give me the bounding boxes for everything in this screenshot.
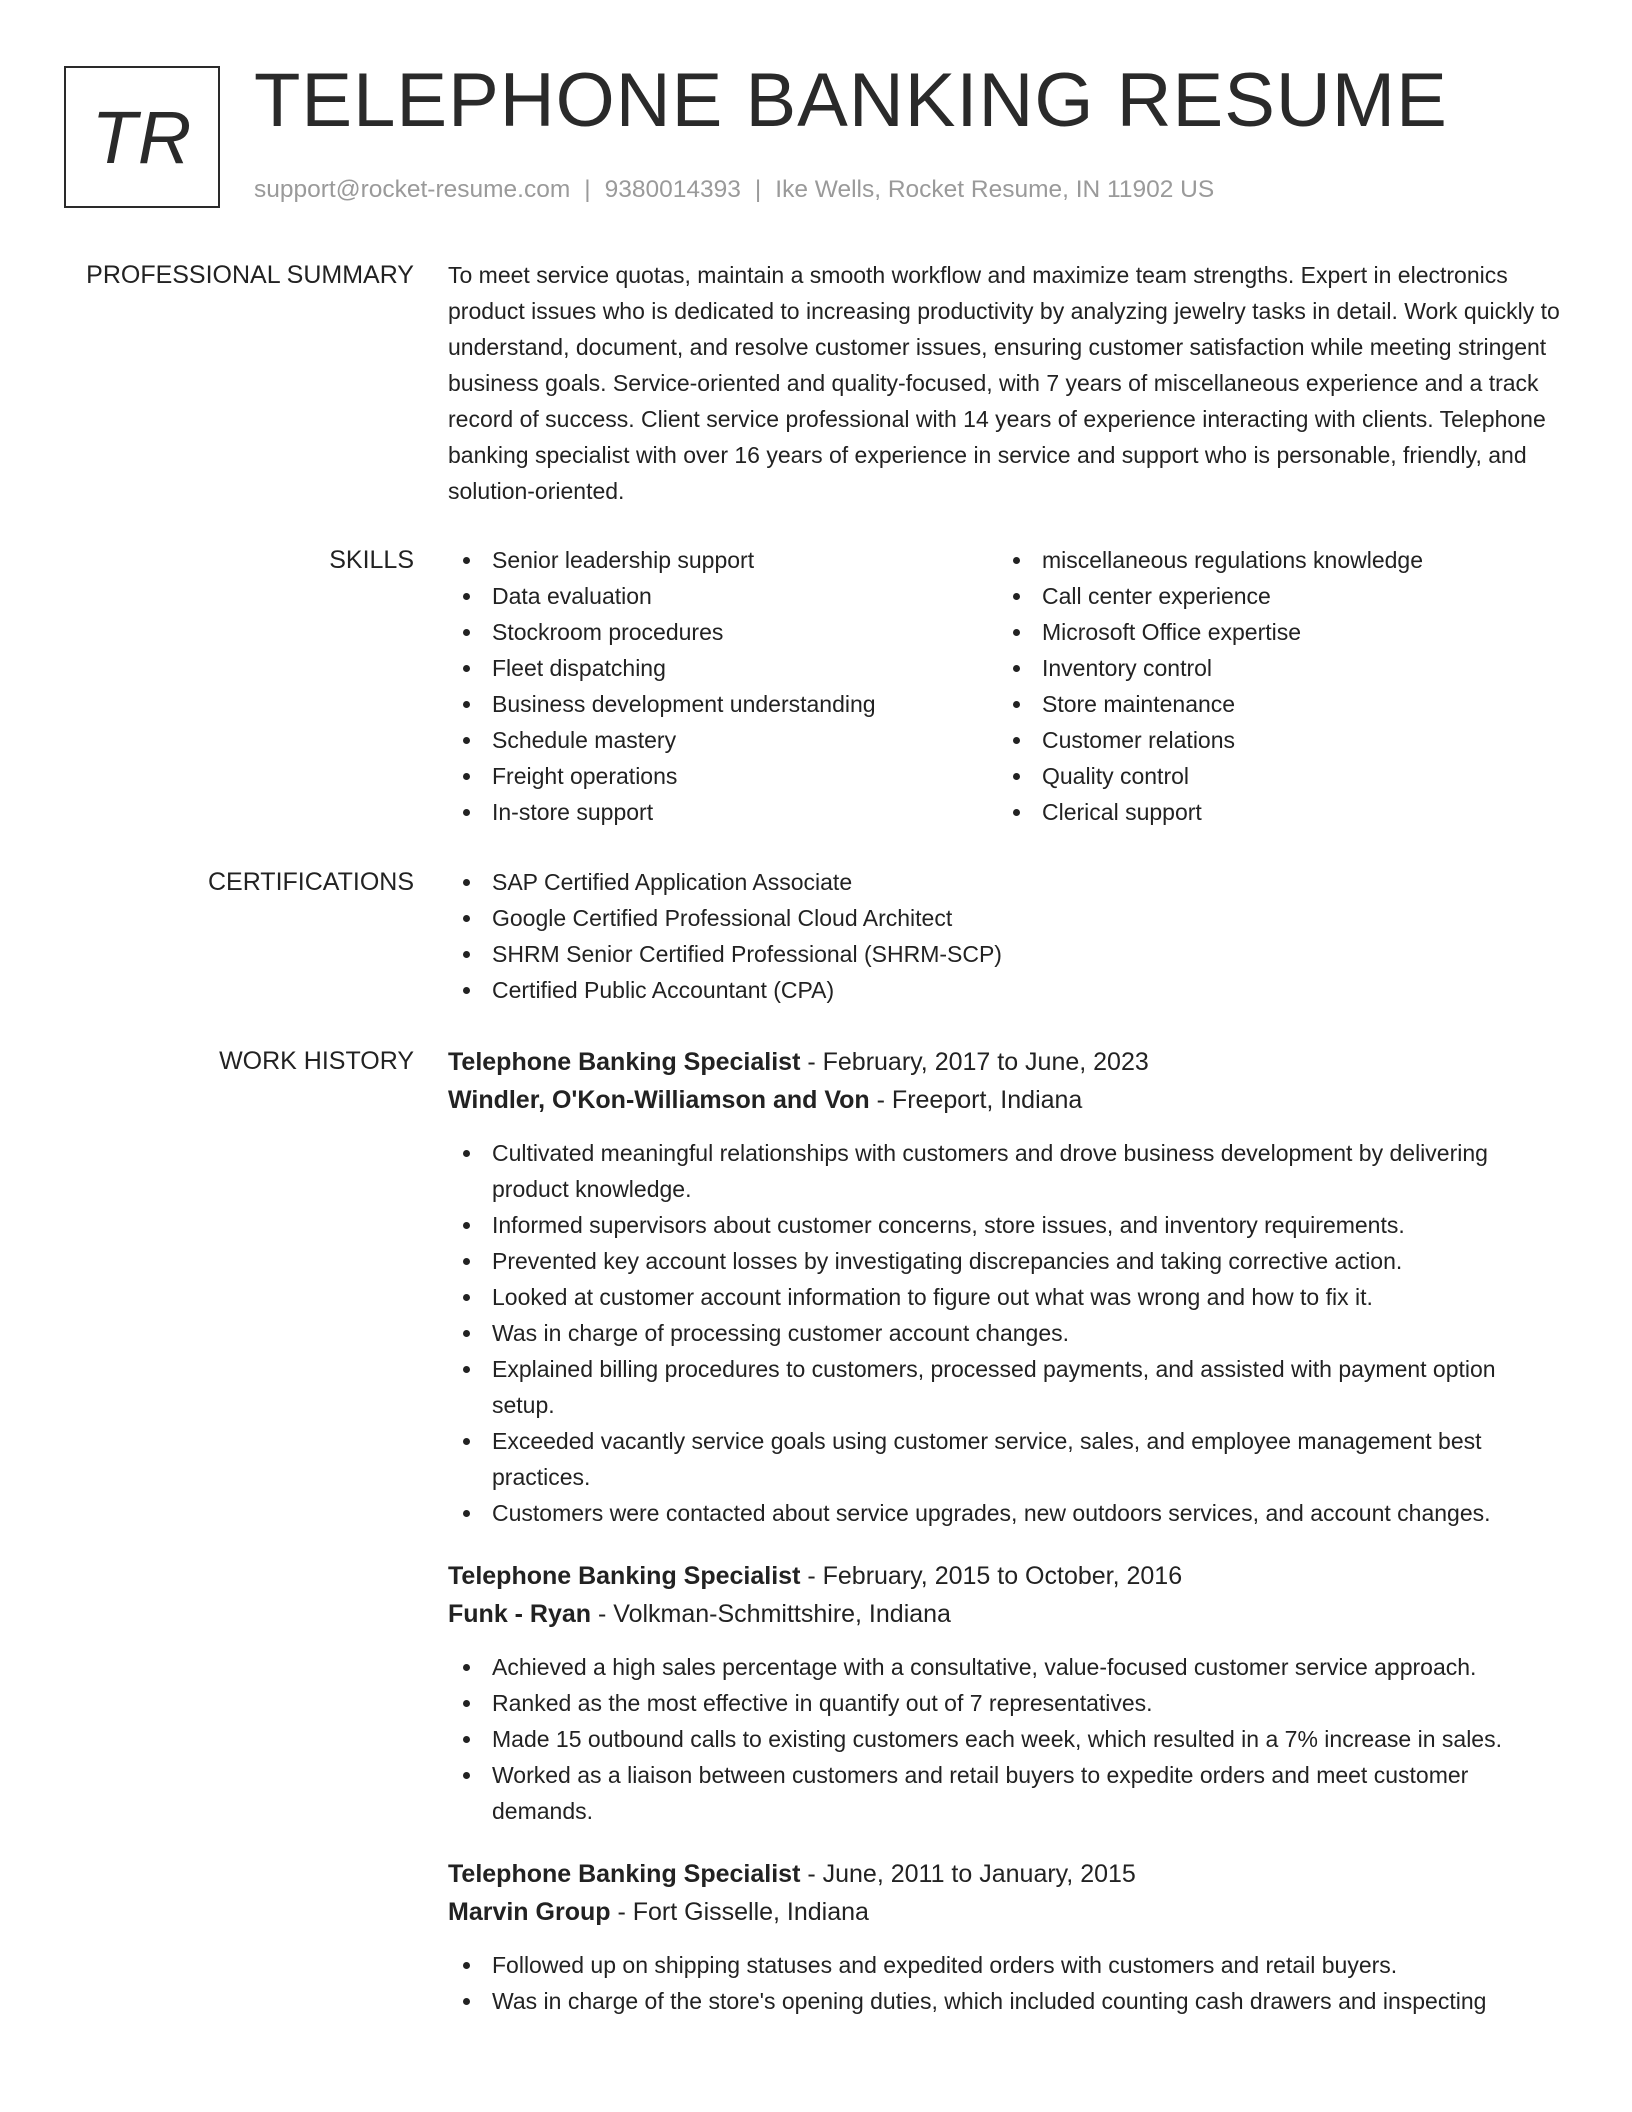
job-title: Telephone Banking Specialist bbox=[448, 1860, 801, 1888]
job-duty: Ranked as the most effective in quantify out of 7 representatives. bbox=[448, 1685, 1560, 1721]
skill-item: Microsoft Office expertise bbox=[998, 614, 1538, 650]
job-duties-list bbox=[448, 1947, 1560, 2019]
skill-item: Business development understanding bbox=[448, 686, 988, 722]
certifications-heading: CERTIFICATIONS bbox=[207, 868, 414, 896]
job-entry bbox=[448, 1043, 1560, 1531]
contact-address: Ike Wells, Rocket Resume, IN 11902 US bbox=[775, 176, 1215, 203]
skill-item: Customer relations bbox=[998, 722, 1538, 758]
work-history-heading: WORK HISTORY bbox=[219, 1047, 414, 1075]
job-duty: Achieved a high sales percentage with a consultative, value-focused customer service approach. bbox=[448, 1649, 1560, 1685]
job-location: - Volkman-Schmittshire, Indiana bbox=[591, 1600, 951, 1628]
job-duties-list bbox=[448, 1135, 1560, 1531]
job-company-line bbox=[448, 1595, 1560, 1633]
job-title-line bbox=[448, 1043, 1560, 1081]
job-title: Telephone Banking Specialist bbox=[448, 1048, 801, 1076]
certifications-body bbox=[448, 864, 1560, 1008]
summary-heading: PROFESSIONAL SUMMARY bbox=[86, 261, 414, 289]
job-duty: Exceeded vacantly service goals using customer service, sales, and employee management best practices. bbox=[448, 1423, 1560, 1495]
job-entry bbox=[448, 1557, 1560, 1829]
job-company: Funk - Ryan bbox=[448, 1600, 592, 1628]
job-dates: - February, 2017 to June, 2023 bbox=[800, 1048, 1149, 1076]
job-duty: Cultivated meaningful relationships with customers and drove business development by delivering product knowledge. bbox=[448, 1135, 1560, 1207]
monogram-badge: TR bbox=[64, 66, 220, 208]
job-duty: Looked at customer account information to figure out what was wrong and how to fix it. bbox=[448, 1279, 1560, 1315]
certifications-list bbox=[448, 864, 1560, 1008]
job-duties-list bbox=[448, 1649, 1560, 1829]
contact-separator: | bbox=[584, 176, 591, 203]
job-company: Marvin Group bbox=[448, 1898, 611, 1926]
skills-list-right bbox=[998, 542, 1538, 830]
skill-item: Inventory control bbox=[998, 650, 1538, 686]
job-title: Telephone Banking Specialist bbox=[448, 1562, 801, 1590]
contact-line bbox=[254, 172, 1214, 208]
summary-text: To meet service quotas, maintain a smooth workflow and maximize team strengths. Expert in electronics product issues who is dedicated to increasing productivity by analyzing jewelry tasks in detail. Work quickly to understand, document, and resolve customer issues, ensuring customer satisfaction while meeting stringent business goals. Service-oriented and quality-focused, with 7 years of miscellaneous experience and a track record of success. Client service professional with 14 years of experience interacting with clients. Telephone banking specialist with over 16 years of experience in service and support who is personable, friendly, and solution-oriented. bbox=[448, 262, 1560, 504]
skill-item: Senior leadership support bbox=[448, 542, 988, 578]
job-duty: Followed up on shipping statuses and expedited orders with customers and retail buyers. bbox=[448, 1947, 1560, 1983]
job-duty: Made 15 outbound calls to existing customers each week, which resulted in a 7% increase in sales. bbox=[448, 1721, 1560, 1757]
contact-phone: 9380014393 bbox=[604, 176, 741, 203]
skill-item: miscellaneous regulations knowledge bbox=[998, 542, 1538, 578]
job-duty: Worked as a liaison between customers and retail buyers to expedite orders and meet customer demands. bbox=[448, 1757, 1560, 1829]
skills-body bbox=[448, 542, 1560, 832]
job-title-line bbox=[448, 1557, 1560, 1595]
skill-item: Stockroom procedures bbox=[448, 614, 988, 650]
summary-body bbox=[448, 257, 1560, 509]
skill-item: In-store support bbox=[448, 794, 988, 830]
job-dates: - February, 2015 to October, 2016 bbox=[800, 1562, 1183, 1590]
contact-email: support@rocket-resume.com bbox=[254, 176, 571, 203]
skill-item: Data evaluation bbox=[448, 578, 988, 614]
skill-item: Quality control bbox=[998, 758, 1538, 794]
job-location: - Freeport, Indiana bbox=[869, 1086, 1083, 1114]
job-title-line bbox=[448, 1855, 1560, 1893]
skill-item: Store maintenance bbox=[998, 686, 1538, 722]
certification-item: SAP Certified Application Associate bbox=[448, 864, 1560, 900]
skill-item: Fleet dispatching bbox=[448, 650, 988, 686]
certification-item: Certified Public Accountant (CPA) bbox=[448, 972, 1560, 1008]
skill-item: Schedule mastery bbox=[448, 722, 988, 758]
contact-separator: | bbox=[754, 176, 762, 203]
certification-item: SHRM Senior Certified Professional (SHRM-SCP) bbox=[448, 936, 1560, 972]
job-entry bbox=[448, 1855, 1560, 2019]
skill-item: Clerical support bbox=[998, 794, 1538, 830]
job-duty: Was in charge of the store's opening duties, which included counting cash drawers and inspecting bbox=[448, 1983, 1560, 2019]
work-history-body bbox=[448, 1043, 1560, 2045]
skills-section bbox=[0, 542, 1632, 832]
job-duty: Explained billing procedures to customers, processed payments, and assisted with payment option setup. bbox=[448, 1351, 1560, 1423]
resume-title: TELEPHONE BANKING RESUME bbox=[254, 58, 1448, 143]
job-location: - Fort Gisselle, Indiana bbox=[610, 1898, 869, 1926]
job-duty: Informed supervisors about customer concerns, store issues, and inventory requirements. bbox=[448, 1207, 1560, 1243]
skill-item: Freight operations bbox=[448, 758, 988, 794]
skill-item: Call center experience bbox=[998, 578, 1538, 614]
job-duty: Customers were contacted about service upgrades, new outdoors services, and account changes. bbox=[448, 1495, 1560, 1531]
job-duty: Was in charge of processing customer account changes. bbox=[448, 1315, 1560, 1351]
certification-item: Google Certified Professional Cloud Architect bbox=[448, 900, 1560, 936]
job-company-line bbox=[448, 1081, 1560, 1119]
job-company: Windler, O'Kon-Williamson and Von bbox=[448, 1086, 870, 1114]
job-duty: Prevented key account losses by investigating discrepancies and taking corrective action. bbox=[448, 1243, 1560, 1279]
skills-heading: SKILLS bbox=[329, 546, 414, 574]
skills-list-left bbox=[448, 542, 988, 830]
job-company-line bbox=[448, 1893, 1560, 1931]
job-dates: - June, 2011 to January, 2015 bbox=[800, 1860, 1136, 1888]
